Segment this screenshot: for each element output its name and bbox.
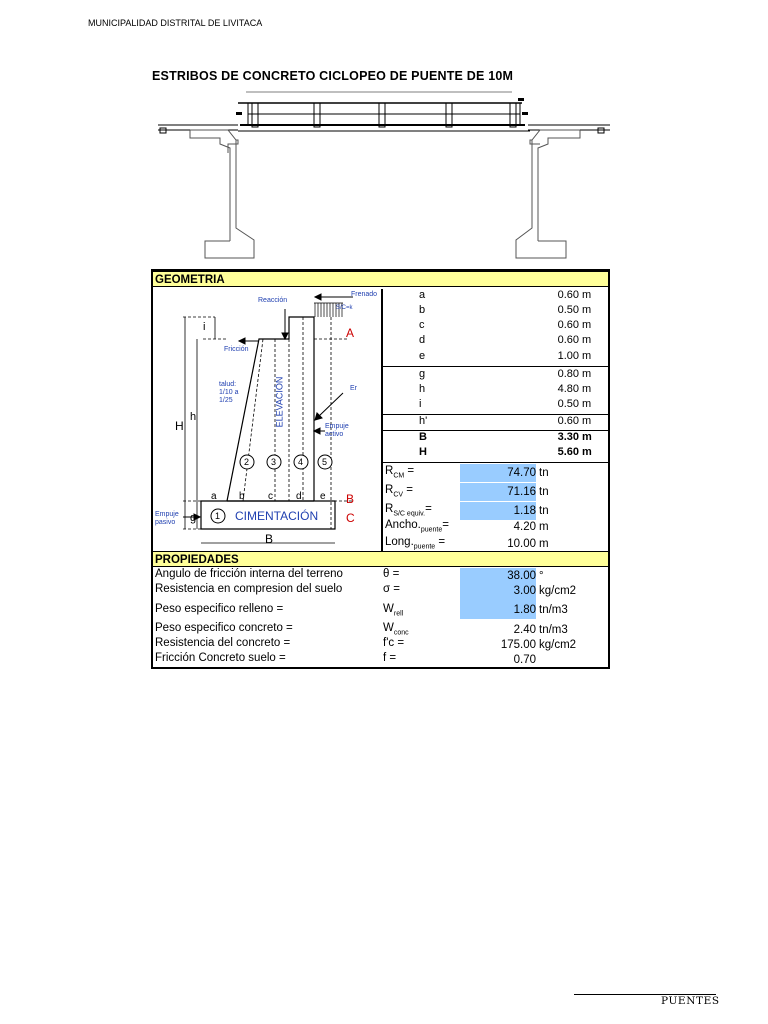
point-b: B <box>346 492 355 506</box>
reaction-row: $R_{S/C equiv.}=$ 1.18 tn <box>383 502 608 520</box>
geom-row: g 0.80 m <box>419 368 592 380</box>
label-cimentacion: CIMENTACIÓN <box>235 509 319 523</box>
label-friccion: Fricción <box>224 346 249 353</box>
property-row: Angulo de fricción interna del terreno θ = 38.00 ° <box>155 568 544 582</box>
abutment-diagram <box>153 289 383 551</box>
dim-b: b <box>239 491 245 502</box>
reaction-row: $Long._{puente}$ = 10.00 m <box>385 536 549 551</box>
circle-5: 5 <box>322 457 328 467</box>
geom-row-total-b: B 3.30 m <box>419 431 592 443</box>
divider <box>383 462 608 463</box>
property-row: Resistencia del concreto = f'c = 175.00 kg/cm2 <box>155 637 577 651</box>
geom-row-total-h: H 5.60 m <box>419 446 592 458</box>
dim-B: B <box>265 532 274 546</box>
property-row: Fricción Concreto suelo = f = 0.70 <box>155 652 536 666</box>
label-talud: talud: 1/10 a 1/25 <box>219 381 239 404</box>
label-er: Er <box>350 385 357 392</box>
bridge-drawing <box>150 88 620 263</box>
label-sc: S/C=k <box>336 305 353 311</box>
dim-H: H <box>175 419 184 433</box>
dim-e: e <box>320 491 326 502</box>
dim-a: a <box>211 491 217 502</box>
geom-row: e 1.00 m <box>419 350 592 362</box>
geom-row: d 0.60 m <box>419 334 592 346</box>
property-row: Resistencia en compresion del suelo σ = 3.00 kg/cm2 <box>153 583 608 599</box>
geom-row: i 0.50 m <box>419 398 592 410</box>
point-a: A <box>346 326 355 340</box>
circle-2: 2 <box>244 457 250 467</box>
dim-i: i <box>203 321 206 333</box>
property-row: Peso especifico concreto = $W_{conc}$ 2.40 tn/m3 <box>155 622 568 637</box>
divider <box>383 366 608 367</box>
footer-label: PUENTES <box>661 995 720 1007</box>
label-frenado: Frenado <box>351 291 378 298</box>
label-reaccion: Reacción <box>258 297 288 304</box>
circle-1: 1 <box>215 511 221 521</box>
section-geometry: GEOMETRIA <box>153 271 608 287</box>
page-title: ESTRIBOS DE CONCRETO CICLOPEO DE PUENTE DE 10M <box>152 69 514 83</box>
label-elevacion: ELEVACIÓN <box>274 376 285 428</box>
circle-4: 4 <box>298 457 304 467</box>
geom-row: b 0.50 m <box>419 304 592 316</box>
geom-row: c 0.60 m <box>419 319 592 331</box>
dim-h: h <box>190 411 197 423</box>
dim-d: d <box>296 491 302 502</box>
geometry-sheet <box>151 269 610 669</box>
property-row: Peso especifico relleno = $W_{rell}$ 1.80 tn/m3 <box>155 603 568 618</box>
circle-3: 3 <box>271 457 277 467</box>
reaction-row: $Ancho._{puente}=$ 4.20 m <box>385 519 549 534</box>
label-empuje-pasivo: Empuje pasivo <box>155 511 179 526</box>
geom-row: h' 0.60 m <box>419 415 592 427</box>
dim-g: g <box>190 512 197 524</box>
reaction-row: $R_{CM}$ = 74.70 tn <box>383 464 608 482</box>
geom-row: a 0.60 m <box>419 289 592 301</box>
header-org: MUNICIPALIDAD DISTRITAL DE LIVITACA <box>88 18 263 28</box>
reaction-row: $R_{CV}$ = 71.16 tn <box>383 483 608 501</box>
dim-c: c <box>268 491 273 502</box>
geom-row: h 4.80 m <box>419 383 592 395</box>
point-c: C <box>346 511 355 525</box>
section-properties: PROPIEDADES <box>153 551 608 567</box>
label-empuje-activo: Empuje activo <box>325 423 349 438</box>
